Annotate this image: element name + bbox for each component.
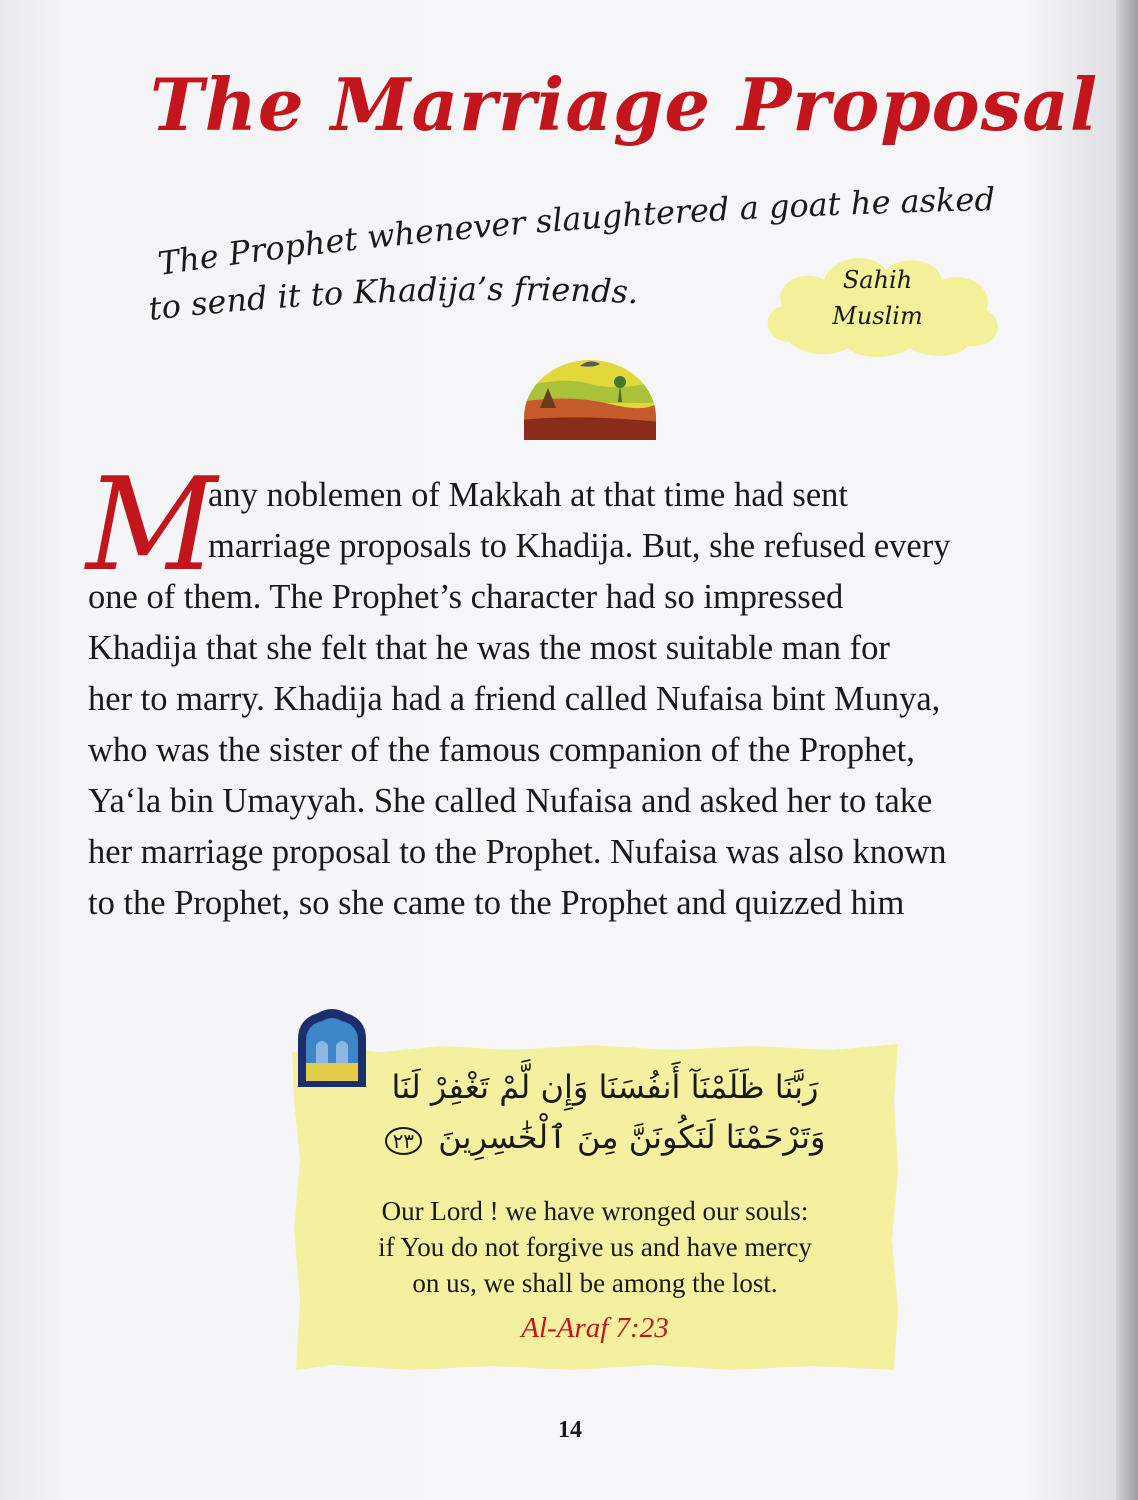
story-line: Ya‘la bin Umayyah. She called Nufaisa and asked her to take	[88, 782, 933, 820]
arabic-line-2-text: وَتَرْحَمْنَا لَنَكُونَنَّ مِنَ ٱلْخَٰسِرِينَ	[438, 1118, 826, 1156]
story-line: her to marry. Khadija had a friend called Nufaisa bint Munya,	[88, 680, 941, 718]
page-number: 14	[558, 1417, 582, 1443]
landscape-arch-icon	[520, 358, 660, 440]
verse-translation	[300, 1193, 890, 1301]
arabic-line-1: رَبَّنَا ظَلَمْنَآ أَنفُسَنَا وَإِن لَّمْ تَغْفِرْ لَنَا	[391, 1068, 819, 1106]
drop-cap: M	[86, 451, 218, 600]
translation-line: on us, we shall be among the lost.	[412, 1268, 778, 1298]
story-line: who was the sister of the famous companion of the Prophet,	[88, 731, 915, 769]
verse-arabic	[380, 1062, 830, 1166]
hadith-source	[760, 262, 995, 334]
translation-line: if You do not forgive us and have mercy	[378, 1232, 812, 1262]
hadith-line-2: to send it to Khadija’s friends.	[146, 269, 640, 328]
page-title: The Marriage Proposal	[150, 62, 1099, 147]
story-line: to the Prophet, so she came to the Prophet and quizzed him	[88, 884, 905, 922]
story-line: marriage proposals to Khadija. But, she refused every	[208, 527, 951, 565]
source-line-2: Muslim	[832, 302, 923, 330]
story-line: one of them. The Prophet’s character had so impressed	[88, 578, 844, 616]
story-line: any noblemen of Makkah at that time had sent	[208, 476, 848, 514]
hadith-line-1: The Prophet whenever slaughtered a goat he asked	[155, 180, 996, 283]
verse-number: ٢٣	[385, 1127, 422, 1155]
story-line: Khadija that she felt that he was the most suitable man for	[88, 629, 890, 667]
story-line: her marriage proposal to the Prophet. Nufaisa was also known	[88, 833, 947, 871]
source-line-1: Sahih	[842, 266, 913, 294]
arabic-line-2	[380, 1112, 830, 1166]
translation-line: Our Lord ! we have wronged our souls:	[381, 1196, 809, 1226]
verse-reference: Al-Araf 7:23	[521, 1312, 669, 1344]
page-edge	[1116, 0, 1138, 1500]
story-paragraph	[88, 470, 1088, 929]
mosque-window-icon	[292, 1005, 372, 1087]
